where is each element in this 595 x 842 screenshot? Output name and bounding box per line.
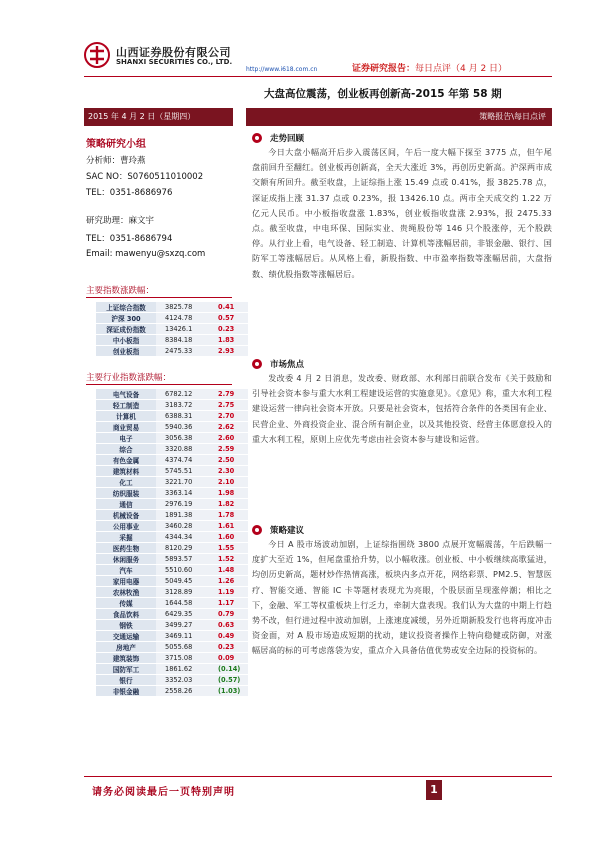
row-value: 1644.58 bbox=[156, 598, 214, 609]
row-change-pct: 1.98 bbox=[214, 488, 248, 499]
row-change-pct: 1.26 bbox=[214, 576, 248, 587]
row-value: 3715.08 bbox=[156, 653, 214, 664]
row-name: 轻工制造 bbox=[96, 400, 156, 411]
assistant-name: 研究助理：麻文宇 bbox=[86, 216, 155, 226]
row-name: 创业板指 bbox=[96, 346, 156, 357]
row-value: 3469.11 bbox=[156, 631, 214, 642]
report-type-label: 证券研究报告： bbox=[352, 64, 416, 74]
table-row bbox=[96, 587, 248, 598]
row-change-pct: 2.60 bbox=[214, 433, 248, 444]
table-row bbox=[96, 477, 248, 488]
page-number: 1 bbox=[426, 780, 442, 800]
analyst-sac: SAC NO：S0760511010002 bbox=[86, 172, 204, 182]
table-row bbox=[96, 302, 248, 313]
focus-title: 市场焦点 bbox=[270, 360, 305, 370]
table-row bbox=[96, 411, 248, 422]
row-value: 3320.88 bbox=[156, 444, 214, 455]
row-value: 3183.72 bbox=[156, 400, 214, 411]
row-value: 2976.19 bbox=[156, 499, 214, 510]
group-title: 策略研究小组 bbox=[86, 139, 146, 150]
row-value: 4374.74 bbox=[156, 455, 214, 466]
footer-divider bbox=[84, 776, 552, 777]
row-change-pct: (0.14) bbox=[214, 664, 248, 675]
row-name: 采掘 bbox=[96, 532, 156, 543]
table-row bbox=[96, 389, 248, 400]
row-change-pct: 1.52 bbox=[214, 554, 248, 565]
table-row bbox=[96, 433, 248, 444]
index-section-divider bbox=[86, 297, 232, 298]
row-value: 6388.31 bbox=[156, 411, 214, 422]
index-section-title: 主要指数涨跌幅： bbox=[86, 286, 155, 296]
table-row bbox=[96, 313, 248, 324]
row-name: 沪深 300 bbox=[96, 313, 156, 324]
table-row bbox=[96, 422, 248, 433]
row-change-pct: 1.83 bbox=[214, 335, 248, 346]
row-change-pct: 0.79 bbox=[214, 609, 248, 620]
table-row bbox=[96, 642, 248, 653]
table-row bbox=[96, 510, 248, 521]
row-change-pct: (0.57) bbox=[214, 675, 248, 686]
row-name: 纺织服装 bbox=[96, 488, 156, 499]
table-row bbox=[96, 675, 248, 686]
table-row bbox=[96, 620, 248, 631]
row-name: 食品饮料 bbox=[96, 609, 156, 620]
table-row bbox=[96, 631, 248, 642]
review-title: 走势回顾 bbox=[270, 134, 305, 144]
row-value: 3352.03 bbox=[156, 675, 214, 686]
row-change-pct: 1.61 bbox=[214, 521, 248, 532]
row-value: 5510.60 bbox=[156, 565, 214, 576]
row-value: 3499.27 bbox=[156, 620, 214, 631]
table-row bbox=[96, 335, 248, 346]
industry-section-divider bbox=[86, 384, 232, 385]
row-name: 机械设备 bbox=[96, 510, 156, 521]
table-row bbox=[96, 653, 248, 664]
row-change-pct: 2.62 bbox=[214, 422, 248, 433]
row-change-pct: 2.93 bbox=[214, 346, 248, 357]
row-name: 钢铁 bbox=[96, 620, 156, 631]
strategy-bullet-icon bbox=[252, 525, 262, 535]
row-name: 建筑装饰 bbox=[96, 653, 156, 664]
table-row bbox=[96, 466, 248, 477]
row-value: 6782.12 bbox=[156, 389, 214, 400]
row-value: 3460.28 bbox=[156, 521, 214, 532]
row-value: 1891.38 bbox=[156, 510, 214, 521]
row-name: 银行 bbox=[96, 675, 156, 686]
row-name: 汽车 bbox=[96, 565, 156, 576]
row-change-pct: 0.57 bbox=[214, 313, 248, 324]
row-change-pct: 1.19 bbox=[214, 587, 248, 598]
strategy-title: 策略建议 bbox=[270, 526, 305, 536]
table-row bbox=[96, 444, 248, 455]
row-name: 建筑材料 bbox=[96, 466, 156, 477]
report-type-value: 每日点评（4 月 2 日） bbox=[415, 64, 508, 74]
report-type bbox=[352, 61, 507, 74]
row-change-pct: 2.59 bbox=[214, 444, 248, 455]
row-name: 房地产 bbox=[96, 642, 156, 653]
assistant-tel: TEL：0351-8686794 bbox=[86, 234, 173, 244]
review-bullet-icon bbox=[252, 133, 262, 143]
row-change-pct: 2.30 bbox=[214, 466, 248, 477]
row-name: 非银金融 bbox=[96, 686, 156, 697]
row-name: 家用电器 bbox=[96, 576, 156, 587]
table-row bbox=[96, 488, 248, 499]
row-change-pct: 1.82 bbox=[214, 499, 248, 510]
company-logo-icon bbox=[84, 42, 110, 68]
table-row bbox=[96, 455, 248, 466]
row-change-pct: 2.50 bbox=[214, 455, 248, 466]
row-name: 电子 bbox=[96, 433, 156, 444]
table-row bbox=[96, 324, 248, 335]
row-name: 传媒 bbox=[96, 598, 156, 609]
row-value: 3363.14 bbox=[156, 488, 214, 499]
row-name: 深证成份指数 bbox=[96, 324, 156, 335]
row-value: 5745.51 bbox=[156, 466, 214, 477]
row-value: 3128.89 bbox=[156, 587, 214, 598]
strategy-paragraph: 今日 A 股市场波动加剧，上证综指围绕 3800 点展开宽幅震荡，午后跌幅一度扩大至近 1%，但尾盘重拾升势，以小幅收涨。创业板、中小板继续高歌猛进，均创历史新高，题材炒作热情高涨，板块内多点开花，网络彩票、PM2.5、智慧医疗、智能交通、智能 IC 卡等题材表现尤为亮眼，个股层面呈现涨停潮；相比之下，金融、军工等权重板块上行乏力，牵制大盘表现。我们认为大盘的中期上行趋势不改，但行进过程中波动加剧，上涨速度减缓，另外近期新股发行也将再度冲击资金面，对 A 股市场造成短期的扰动，建议投资者操作上特向稳健或防御，对涨幅居高的标的可考虑落袋为安，重点介入具备估值优势或安全边际的投资标的。 bbox=[252, 539, 552, 656]
industry-table-body bbox=[96, 389, 248, 697]
row-value: 13426.1 bbox=[156, 324, 214, 335]
assistant-email: Email: mawenyu@sxzq.com bbox=[86, 249, 206, 259]
company-url-link[interactable]: http://www.i618.com.cn bbox=[246, 66, 318, 73]
row-name: 中小板指 bbox=[96, 335, 156, 346]
row-name: 国防军工 bbox=[96, 664, 156, 675]
table-row bbox=[96, 532, 248, 543]
row-name: 上证综合指数 bbox=[96, 302, 156, 313]
row-change-pct: 0.41 bbox=[214, 302, 248, 313]
company-name-en: SHANXI SECURITIES CO., LTD. bbox=[116, 58, 233, 66]
row-change-pct: 0.23 bbox=[214, 324, 248, 335]
disclaimer-note: 请务必阅读最后一页特别声明 bbox=[92, 787, 235, 798]
row-change-pct: 2.75 bbox=[214, 400, 248, 411]
row-change-pct: (1.03) bbox=[214, 686, 248, 697]
table-row bbox=[96, 521, 248, 532]
row-name: 化工 bbox=[96, 477, 156, 488]
row-change-pct: 0.23 bbox=[214, 642, 248, 653]
company-name-cn: 山西证券股份有限公司 bbox=[116, 46, 231, 59]
index-table-body bbox=[96, 302, 248, 357]
row-name: 计算机 bbox=[96, 411, 156, 422]
table-row bbox=[96, 598, 248, 609]
review-paragraph: 今日大盘小幅高开后步入震荡区间，午后一度大幅下探至 3775 点，但午尾盘前回升至翻红。创业板再创新高，全天大涨近 3%，再创历史新高。沪深两市成交额有所回升。截至收盘，上证综指上涨 15.49 点或 0.41%，报 3825.78 点，深证成指上涨 31.37 点或 0.23%，报 13426.10 点。两市全天成交约 1.22 万亿元人民币。中小板指收盘涨 1.83%，创业板指收盘涨 2.93%，报 2475.33 点。截至收盘，中电环保、国际实业、贵绳股份等 146 只个股涨停，无个股跌停。从行业上看，电气设备、轻工制造、计算机等涨幅居前，非银金融、银行、国防军工等涨幅居后。从风格上看，新股指数、中市盈率指数等涨幅居前，大盘指数、绩优股指数等涨幅居后。 bbox=[252, 147, 552, 279]
row-name: 综合 bbox=[96, 444, 156, 455]
row-value: 8384.18 bbox=[156, 335, 214, 346]
row-change-pct: 1.17 bbox=[214, 598, 248, 609]
table-row bbox=[96, 346, 248, 357]
row-change-pct: 2.70 bbox=[214, 411, 248, 422]
report-tag-bar: 策略报告\每日点评 bbox=[246, 108, 552, 126]
header-divider bbox=[84, 76, 552, 77]
row-value: 2475.33 bbox=[156, 346, 214, 357]
table-row bbox=[96, 609, 248, 620]
row-value: 3056.38 bbox=[156, 433, 214, 444]
row-name: 商业贸易 bbox=[96, 422, 156, 433]
row-change-pct: 2.79 bbox=[214, 389, 248, 400]
row-value: 5055.68 bbox=[156, 642, 214, 653]
analyst-name: 分析师：曹玲燕 bbox=[86, 156, 146, 166]
row-name: 农林牧渔 bbox=[96, 587, 156, 598]
index-table bbox=[96, 302, 248, 357]
row-change-pct: 1.55 bbox=[214, 543, 248, 554]
row-value: 6429.35 bbox=[156, 609, 214, 620]
row-name: 有色金属 bbox=[96, 455, 156, 466]
row-value: 5940.36 bbox=[156, 422, 214, 433]
table-row bbox=[96, 576, 248, 587]
table-row bbox=[96, 543, 248, 554]
row-value: 3221.70 bbox=[156, 477, 214, 488]
industry-table bbox=[96, 389, 248, 697]
table-row bbox=[96, 664, 248, 675]
row-value: 4124.78 bbox=[156, 313, 214, 324]
row-name: 交通运输 bbox=[96, 631, 156, 642]
row-name: 公用事业 bbox=[96, 521, 156, 532]
table-row bbox=[96, 499, 248, 510]
row-value: 8120.29 bbox=[156, 543, 214, 554]
table-row bbox=[96, 400, 248, 411]
row-change-pct: 1.48 bbox=[214, 565, 248, 576]
table-row bbox=[96, 565, 248, 576]
row-change-pct: 0.63 bbox=[214, 620, 248, 631]
industry-section-title: 主要行业指数涨跌幅： bbox=[86, 373, 172, 383]
row-value: 5893.57 bbox=[156, 554, 214, 565]
row-value: 1861.62 bbox=[156, 664, 214, 675]
date-bar: 2015 年 4 月 2 日（星期四） bbox=[84, 108, 233, 126]
analyst-tel: TEL：0351-8686976 bbox=[86, 188, 173, 198]
row-name: 通信 bbox=[96, 499, 156, 510]
focus-bullet-icon bbox=[252, 359, 262, 369]
row-change-pct: 2.10 bbox=[214, 477, 248, 488]
row-value: 5049.45 bbox=[156, 576, 214, 587]
row-change-pct: 0.49 bbox=[214, 631, 248, 642]
row-value: 3825.78 bbox=[156, 302, 214, 313]
report-title: 大盘高位震荡，创业板再创新高-2015 年第 58 期 bbox=[264, 88, 502, 100]
row-name: 休闲服务 bbox=[96, 554, 156, 565]
row-value: 4344.34 bbox=[156, 532, 214, 543]
row-value: 2558.26 bbox=[156, 686, 214, 697]
row-change-pct: 0.09 bbox=[214, 653, 248, 664]
row-name: 医药生物 bbox=[96, 543, 156, 554]
focus-paragraph: 发改委 4 月 2 日消息，发改委、财政部、水利部日前联合发布《关于鼓励和引导社会资本参与重大水利工程建设运营的实施意见》。《意见》称，重大水利工程建设运营一律向社会资本开放。只要是社会资本，包括符合条件的各类国有企业、民营企业、外商投资企业、混合所有制企业，以及其他投资、经营主体愿意投入的重大水利工程，原则上应优先考虑由社会资本参与建设和运营。 bbox=[252, 373, 552, 444]
table-row bbox=[96, 686, 248, 697]
row-change-pct: 1.78 bbox=[214, 510, 248, 521]
table-row bbox=[96, 554, 248, 565]
row-change-pct: 1.60 bbox=[214, 532, 248, 543]
row-name: 电气设备 bbox=[96, 389, 156, 400]
